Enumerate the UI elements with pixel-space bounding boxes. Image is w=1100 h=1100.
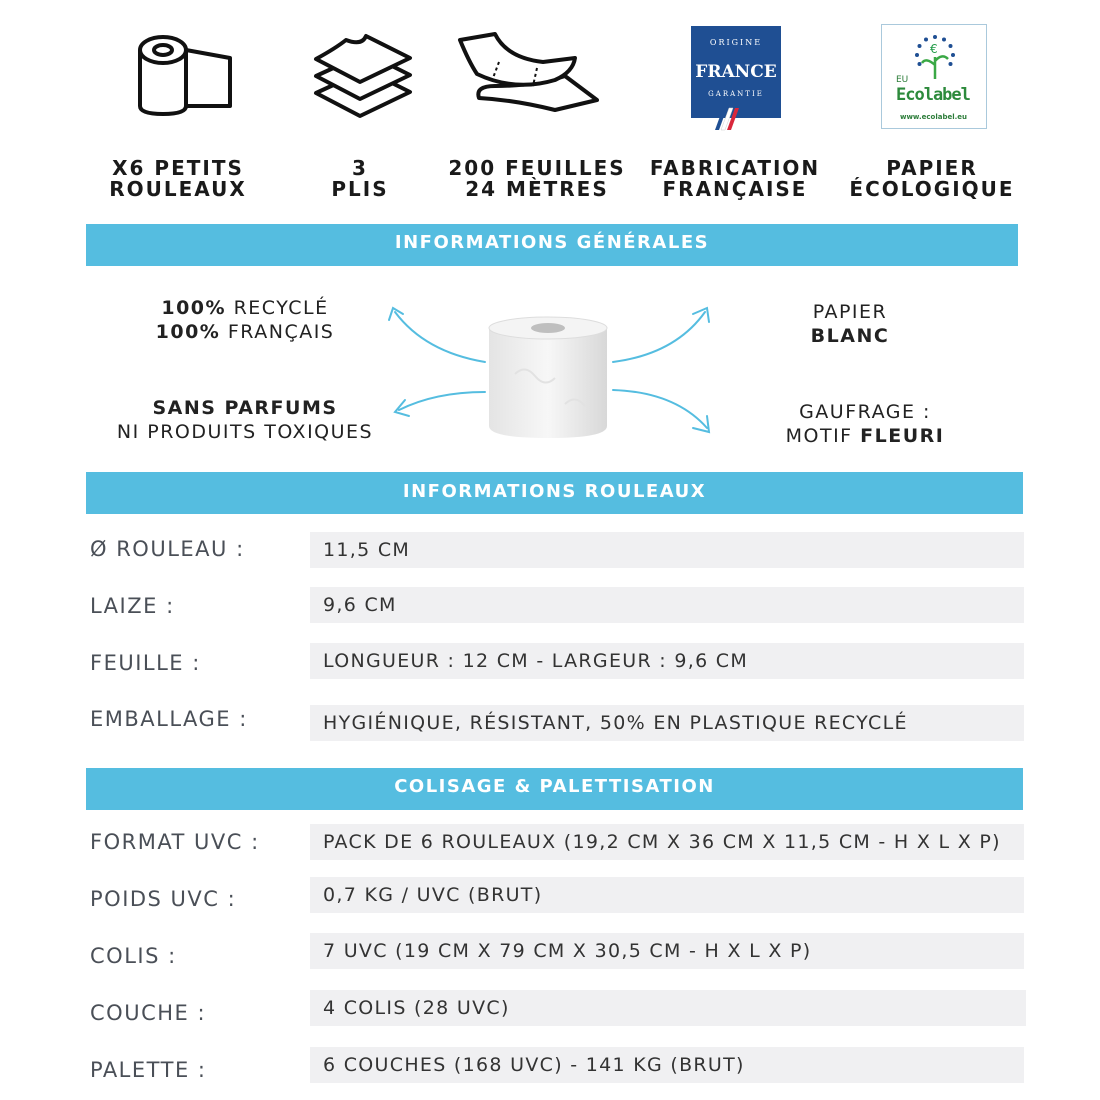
spec-value-uvc-weight: 0,7 KG / UVC (BRUT) — [310, 877, 1024, 913]
toilet-roll-icon — [130, 28, 240, 118]
spec-value-uvc-format: PACK DE 6 ROULEAUX (19,2 CM X 36 CM X 11,5 CM - H X L X P) — [310, 824, 1024, 860]
origine-france-logo — [691, 26, 781, 132]
spec-label-width: LAIZE : — [90, 594, 175, 618]
feature-label-plies: 3 PLIS — [331, 156, 389, 201]
paper-strip-icon — [455, 28, 605, 128]
paper-color-info: PAPIER BLANC — [810, 301, 890, 347]
spec-value-diameter: 11,5 CM — [310, 532, 1024, 568]
ecolabel-eu: EU — [896, 75, 909, 85]
spec-value-layer: 4 COLIS (28 UVC) — [310, 990, 1026, 1026]
spec-label-uvc-weight: POIDS UVC : — [90, 887, 237, 911]
spec-value-width: 9,6 CM — [310, 587, 1024, 623]
eu-ecolabel-logo — [881, 24, 987, 129]
spec-value-packaging: HYGIÉNIQUE, RÉSISTANT, 50% EN PLASTIQUE RECYCLÉ — [310, 705, 1024, 741]
toilet-roll-photo — [485, 314, 611, 444]
no-perfume-info: SANS PARFUMS NI PRODUITS TOXIQUES — [116, 397, 374, 443]
ecolabel-main: Ecolabel — [896, 85, 970, 105]
spec-label-layer: COUCHE : — [90, 1001, 207, 1025]
spec-value-sheet: LONGUEUR : 12 CM - LARGEUR : 9,6 CM — [310, 643, 1024, 679]
stacked-sheets-icon — [306, 28, 416, 123]
spec-value-pallet: 6 COUCHES (168 UVC) - 141 KG (BRUT) — [310, 1047, 1024, 1083]
banner-packing: COLISAGE & PALETTISATION — [86, 768, 1023, 810]
banner-general-info: INFORMATIONS GÉNÉRALES — [86, 224, 1018, 266]
spec-value-parcel: 7 UVC (19 CM X 79 CM X 30,5 CM - H X L X P) — [310, 933, 1024, 969]
feature-label-made-in-france: FABRICATION FRANÇAISE — [649, 156, 821, 201]
spec-label-uvc-format: FORMAT UVC : — [90, 830, 260, 854]
spec-label-packaging: EMBALLAGE : — [90, 707, 248, 731]
recycled-french-info: 100% RECYCLÉ 100% FRANÇAIS — [155, 297, 335, 343]
ecolabel-url: www.ecolabel.eu — [900, 113, 967, 121]
feature-label-rolls: X6 PETITS ROULEAUX — [109, 156, 247, 201]
france-logo-bottom: GARANTIE — [708, 90, 764, 98]
france-logo-main: FRANCE — [695, 62, 777, 82]
embossing-info: GAUFRAGE : MOTIF FLEURI — [785, 401, 945, 447]
spec-label-pallet: PALETTE : — [90, 1058, 207, 1082]
svg-text:€: € — [930, 42, 938, 56]
feature-label-ecological: PAPIER ÉCOLOGIQUE — [849, 156, 1015, 201]
spec-label-diameter: Ø ROULEAU : — [90, 537, 245, 561]
feature-label-sheets: 200 FEUILLES 24 MÈTRES — [448, 156, 626, 201]
france-logo-top: ORIGINE — [709, 38, 763, 47]
banner-roll-info: INFORMATIONS ROULEAUX — [86, 472, 1023, 514]
spec-label-parcel: COLIS : — [90, 944, 177, 968]
spec-label-sheet: FEUILLE : — [90, 651, 201, 675]
